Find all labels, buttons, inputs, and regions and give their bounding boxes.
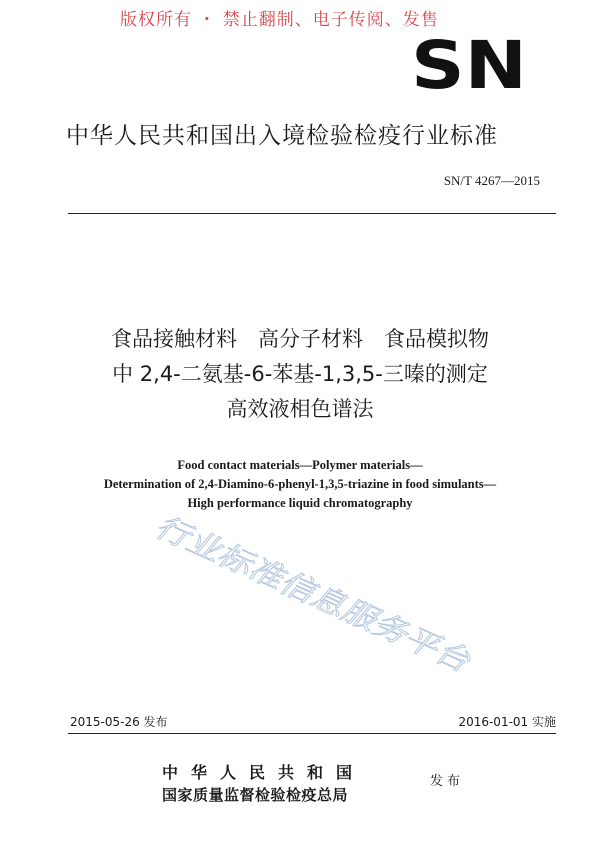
standard-category-heading: 中华人民共和国出入境检验检疫行业标准 — [66, 123, 498, 149]
english-title-line-3: High performance liquid chromatography — [187, 496, 413, 510]
issue-date: 2015-05-26 发布 — [70, 715, 168, 729]
english-title-line-1: Food contact materials—Polymer materials— — [177, 458, 423, 472]
footer-divider — [68, 733, 556, 734]
watermark-text: 行业标准信息服务平台 — [149, 509, 439, 664]
issuing-authority — [162, 760, 365, 805]
sn-logo — [410, 34, 528, 92]
copyright-notice: 版权所有 ・ 禁止翻制、电子传阅、发售 — [120, 10, 439, 30]
implementation-date: 2016-01-01 实施 — [458, 715, 556, 729]
issuer-line-2: 国家质量监督检验检疫总局 — [162, 786, 349, 804]
chinese-title-line-2: 中 2,4-二氨基-6-苯基-1,3,5-三嗪的测定 — [112, 362, 488, 386]
issue-word: 发布 — [430, 774, 465, 789]
english-title-line-2: Determination of 2,4-Diamino-6-phenyl-1,3,5-triazine in food simulants— — [103, 477, 497, 491]
header-divider — [68, 213, 556, 214]
standard-code: SN/T 4267—2015 — [443, 173, 540, 188]
chinese-title-line-1: 食品接触材料 高分子材料 食品模拟物 — [111, 327, 489, 351]
sn-logo-text: SN — [411, 34, 527, 92]
chinese-title — [40, 322, 560, 427]
chinese-title-line-3: 高效液相色谱法 — [226, 397, 374, 421]
watermark — [145, 500, 505, 700]
issuer-line-1: 中华人民共和国 — [162, 763, 366, 782]
